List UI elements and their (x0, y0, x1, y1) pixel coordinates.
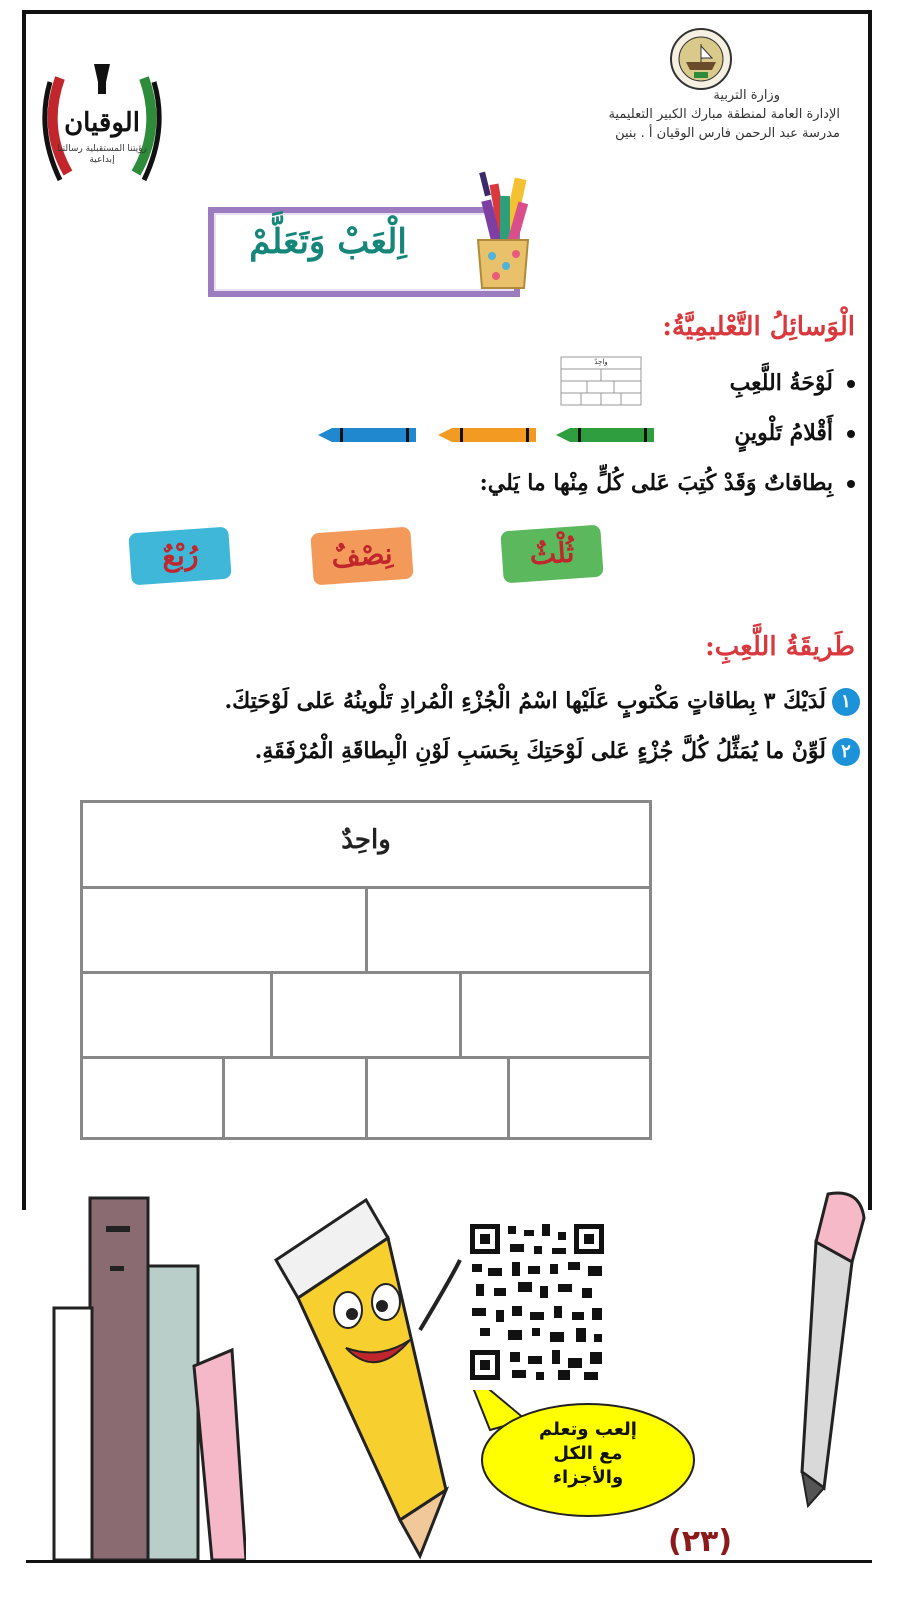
speech-line-1: إلعب وتعلم (539, 1419, 637, 1440)
materials-item-cards-label: بِطاقاتٌ وَقَدْ كُتِبَ عَلى كُلٍّ مِنْها ما يَلي: (479, 470, 833, 496)
materials-heading: الْوَسائِلُ التَّعْليمِيَّةُ: (662, 312, 855, 342)
board-row-halves (83, 889, 649, 974)
qr-code[interactable] (462, 1216, 612, 1388)
board-row-whole (83, 803, 649, 889)
page-frame-right (868, 10, 872, 1210)
step-1-number: ١ (832, 688, 860, 716)
board-cell[interactable] (222, 1059, 364, 1137)
speech-bubble (470, 1390, 700, 1520)
materials-item-board (730, 370, 855, 396)
logo-subtext: رؤيتنا المستقبلية رسالتنا إبداعية (57, 144, 147, 165)
pencil-illustration (798, 1188, 870, 1508)
materials-item-crayons-label: أَقْلامُ تَلْوينٍ (734, 420, 833, 446)
board-row-thirds (83, 974, 649, 1059)
board-row-quarters (83, 1059, 649, 1137)
board-thumbnail (560, 356, 642, 406)
card-quarter: رُبْعٌ (128, 527, 231, 586)
school-header (520, 86, 840, 143)
card-half: نِصْفٌ (310, 527, 413, 586)
materials-item-crayons (734, 420, 855, 446)
board-cell[interactable] (365, 1059, 507, 1137)
speech-line-3: والأجزاء (552, 1467, 624, 1488)
board-cell[interactable] (83, 974, 270, 1056)
materials-item-board-label: لَوْحَةُ اللَّعِبِ (729, 370, 833, 396)
board-cell[interactable] (270, 974, 460, 1056)
board-cell[interactable] (507, 1059, 649, 1137)
method-step-2-text: لَوِّنْ ما يُمَثِّلُ كُلَّ جُزْءٍ عَلى لَوْحَتِكَ بِحَسَبِ لَوْنِ الْبِطاقَةِ الْمُرْفَقَةِ. (254, 738, 826, 764)
board-cell[interactable] (459, 974, 649, 1056)
school-name: مدرسة عبد الرحمن فارس الوقيان أ . بنين (615, 126, 840, 141)
method-step-2 (255, 738, 860, 766)
bullet-icon (847, 480, 855, 488)
page-frame-left (22, 10, 26, 1210)
crayon-blue-icon (318, 425, 418, 445)
speech-line-2: مع الكل (553, 1443, 623, 1464)
board-cell[interactable] (83, 889, 365, 971)
method-step-1 (224, 688, 860, 716)
logo-text: الوقيان (64, 108, 140, 138)
step-2-number: ٢ (832, 738, 860, 766)
board-thumbnail-label: واحِدٌ (594, 358, 608, 366)
ministry-name: وزارة التربية (713, 88, 780, 103)
board-cell[interactable] (365, 889, 650, 971)
bullet-icon (847, 380, 855, 388)
board-whole-label: واحِدٌ (341, 825, 391, 855)
pencil-cup-icon (468, 170, 538, 290)
card-third: ثُلْثٌ (500, 525, 603, 584)
fraction-board (80, 800, 652, 1140)
board-cell[interactable] (83, 1059, 222, 1137)
page-title: اِلْعَبْ وَتَعَلَّمْ (249, 222, 407, 262)
school-logo (40, 58, 164, 198)
bullet-icon (847, 430, 855, 438)
speech-text (500, 1418, 676, 1490)
page-number: (٢٣) (668, 1524, 733, 1559)
materials-item-cards (480, 470, 855, 496)
page-frame-top (22, 10, 872, 14)
directorate-name: الإدارة العامة لمنطقة مبارك الكبير التعليمية (608, 107, 840, 122)
pencil-mascot-illustration (270, 1190, 480, 1562)
crayon-green-icon (556, 425, 656, 445)
crayon-orange-icon (438, 425, 538, 445)
ministry-emblem (668, 26, 734, 92)
method-step-1-text: لَدَيْكَ ٣ بِطاقاتٍ مَكْتوبٍ عَلَيْها اسْمُ الْجُزْءِ الْمُرادِ تَلْوينُهُ عَلى لَوْحَتِكَ. (224, 688, 826, 714)
method-heading: طَريقَةُ اللَّعِبِ: (705, 632, 855, 662)
books-illustration (26, 1190, 246, 1560)
